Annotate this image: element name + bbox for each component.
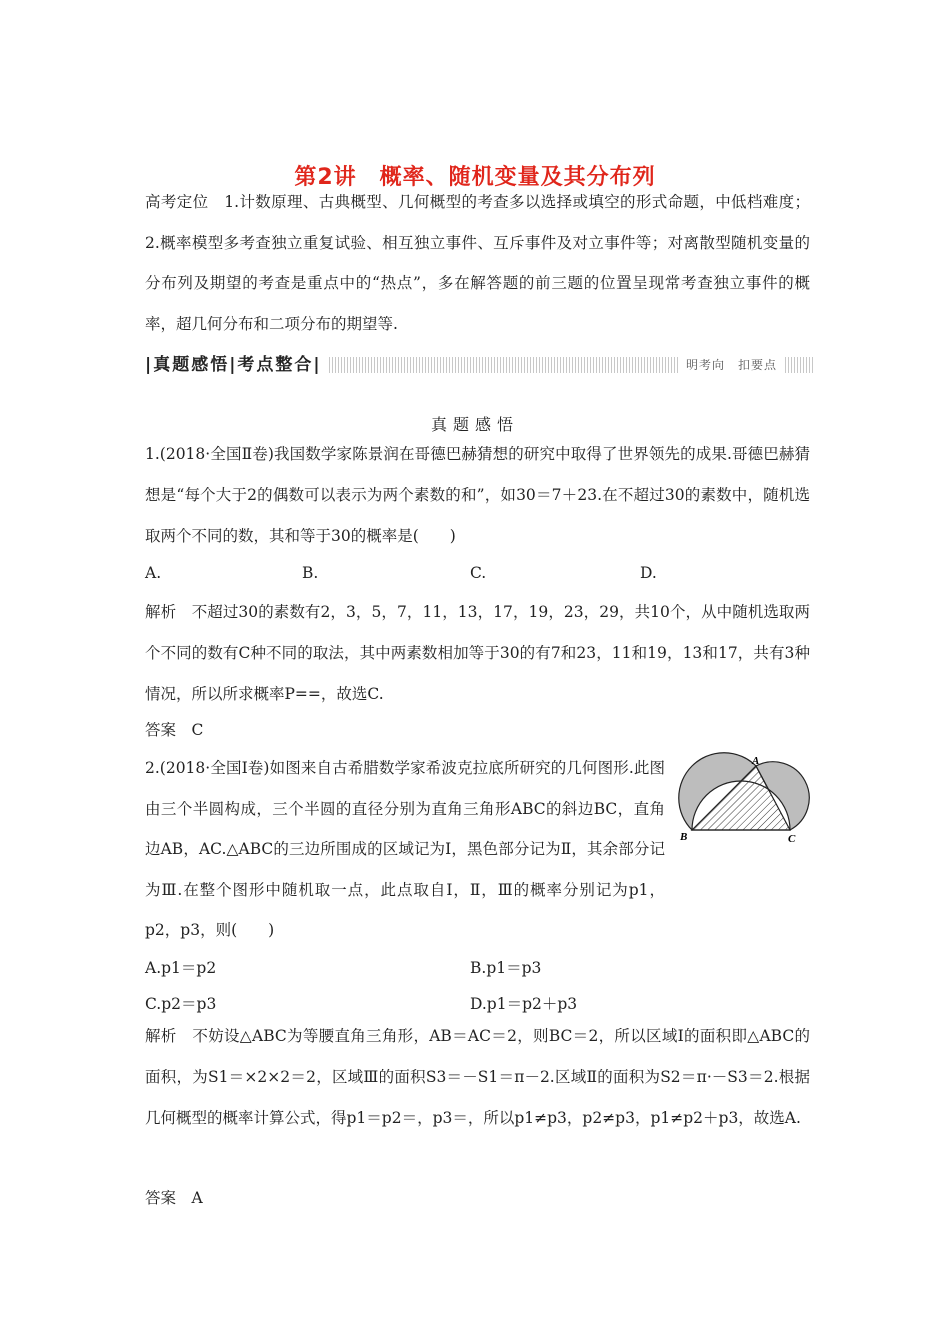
page-title: 第2讲 概率、随机变量及其分布列 xyxy=(294,165,656,190)
q2-option-d: D.p1＝p2＋p3 xyxy=(470,995,578,1013)
q1-stem: 1.(2018·全国Ⅱ卷)我国数学家陈景润在哥德巴赫猜想的研究中取得了世界领先的成果.哥德巴赫猜想是“每个大于2的偶数可以表示为两个素数的和”，如30＝7＋23.在不超过30的素数中，随机选取两个不同的数，其和等于30的概率是( ) xyxy=(145,445,810,545)
q1-analysis: 解析 不超过30的素数有2，3，5，7，11，13，17，19，23，29，共10个，从中随机选取两个不同的数有C种不同的取法，其中两素数相加等于30的有7和23，11和19，13和17，共有3种情况，所以所求概率P==，故选C. xyxy=(145,603,810,703)
q2-option-a: A.p1＝p2 xyxy=(145,959,217,977)
q2-option-c: C.p2＝p3 xyxy=(145,995,217,1013)
q2-stem: 2.(2018·全国Ⅰ卷)如图来自古希腊数学家希波克拉底所研究的几何图形.此图由三个半圆构成，三个半圆的直径分别为直角三角形ABC的斜边BC，直角边AB，AC.△ABC的三边所围成的区域记为Ⅰ，黑色部分记为Ⅱ，其余部分记为Ⅲ.在整个图形中随机取一点，此点取自Ⅰ，Ⅱ，Ⅲ的概率分别记为p1，p2，p3，则( ) xyxy=(145,759,665,939)
q1-answer: 答案 C xyxy=(145,721,204,739)
figure-label-b: B xyxy=(680,831,688,843)
figure-label-c: C xyxy=(788,833,796,845)
section-banner xyxy=(145,352,813,378)
q2-answer: 答案 A xyxy=(145,1189,203,1207)
banner-left-label: |真题感悟|考点整合| xyxy=(145,352,328,378)
banner-right-label: 明考向 扣要点 xyxy=(680,355,783,375)
q2-option-b: B.p1＝p3 xyxy=(470,959,542,977)
intro-paragraph: 高考定位 1.计数原理、古典概型、几何概型的考查多以选择或填空的形式命题，中低档难度；2.概率模型多考查独立重复试验、相互独立事件、互斥事件及对立事件等；对离散型随机变量的分布列及期望的考查是重点中的“热点”，多在解答题的前三题的位置呈现常考查独立事件的概率，超几何分布和二项分布的期望等. xyxy=(145,193,810,333)
q1-option-b: B. xyxy=(302,564,319,582)
section-title: 真题感悟 xyxy=(430,415,519,434)
q1-option-d: D. xyxy=(640,564,657,582)
hippocrates-lune-figure xyxy=(672,752,814,848)
q1-option-a: A. xyxy=(145,564,162,582)
figure-label-a: A xyxy=(752,755,760,767)
q2-analysis: 解析 不妨设△ABC为等腰直角三角形，AB＝AC＝2，则BC＝2，所以区域Ⅰ的面积即△ABC的面积，为S1＝×2×2＝2，区域Ⅲ的面积S3＝－S1＝π－2.区域Ⅱ的面积为S2＝π·－S3＝2.根据几何概型的概率计算公式，得p1＝p2＝，p3＝，所以p1≠p3，p2≠p3，p1≠p2＋p3，故选A. xyxy=(145,1027,810,1127)
q1-option-c: C. xyxy=(470,564,487,582)
